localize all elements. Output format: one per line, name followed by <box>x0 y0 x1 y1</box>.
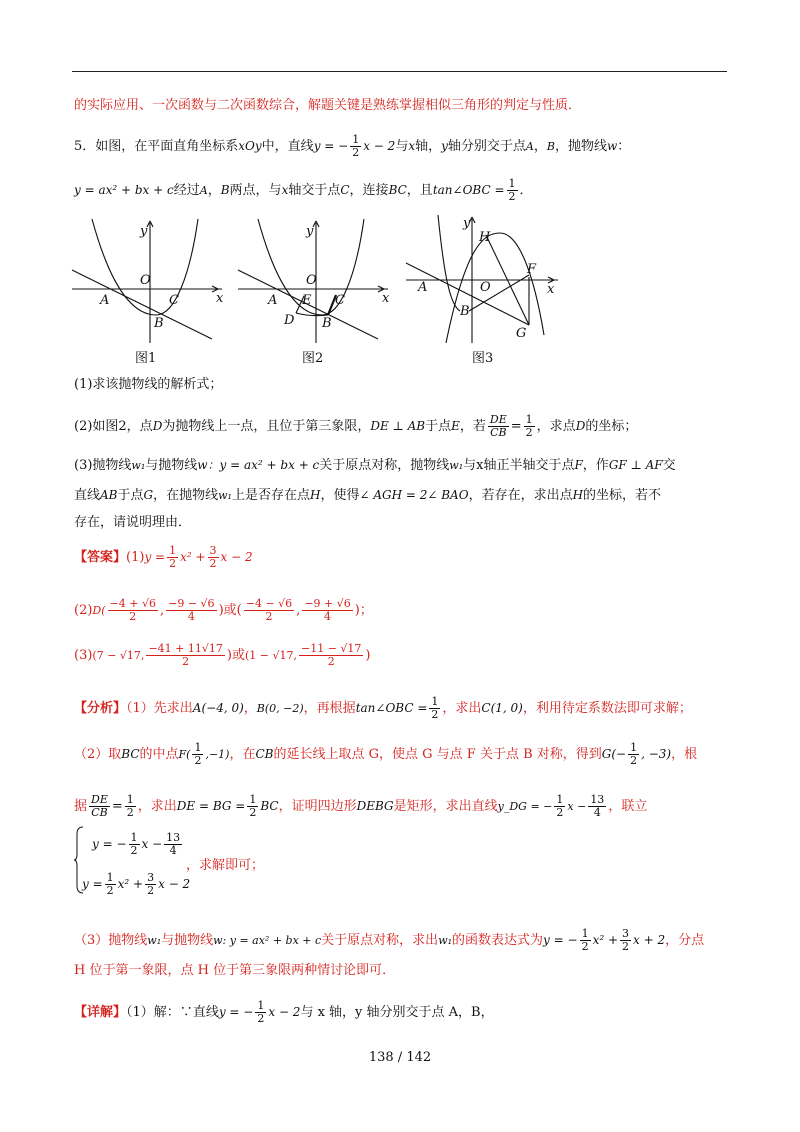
label-y: y <box>463 216 471 231</box>
equation: F( <box>178 748 191 761</box>
denominator: 4 <box>169 844 177 857</box>
page-number: 138 / 142 <box>368 1050 432 1065</box>
numerator: 1 <box>249 793 257 806</box>
equation: , −3) <box>641 747 672 761</box>
equation: x − 2 <box>220 550 253 564</box>
label-b: B <box>460 304 470 319</box>
equation: B(0, −2) <box>256 702 304 715</box>
text: 的坐标； <box>585 419 638 434</box>
numerator: 3 <box>622 927 630 940</box>
text: 关于原点对称，求出 <box>321 933 439 948</box>
denominator: 2 <box>209 557 217 570</box>
equation: x − 2 <box>158 877 191 891</box>
text: 的坐标，若不 <box>583 488 662 503</box>
text: , <box>159 603 165 618</box>
system-tail: ，求解即可； <box>186 858 265 873</box>
text: ，求点 <box>536 419 576 434</box>
text: 的中点 <box>139 747 179 762</box>
numerator: 1 <box>556 793 564 806</box>
text: F <box>574 458 583 472</box>
equation: x² + <box>117 877 144 891</box>
denominator: 2 <box>431 708 439 721</box>
denominator: 2 <box>622 940 630 953</box>
text: 与抛物线 <box>161 933 214 948</box>
denominator: 2 <box>630 754 638 767</box>
denominator: 4 <box>187 610 195 623</box>
text: ， <box>533 139 547 154</box>
text: ，若存在，求出点 <box>468 488 573 503</box>
figure-3-caption: 图3 <box>472 351 494 366</box>
text: ， <box>243 701 257 716</box>
equation: x − 2 <box>268 1005 301 1019</box>
denominator: 2 <box>327 655 335 668</box>
question-3-line-1 <box>74 456 676 475</box>
text: w₁ <box>147 934 162 947</box>
label-d: D <box>284 313 295 328</box>
text: w₁ <box>218 489 232 502</box>
text: H <box>572 488 584 502</box>
denominator: 2 <box>106 884 114 897</box>
text: (1) <box>126 550 145 565</box>
text: (3)抛物线 <box>74 458 132 473</box>
text: ，抛物线 <box>554 139 607 154</box>
text: ，求出 <box>137 799 177 814</box>
figure-1-caption: 图1 <box>135 351 157 366</box>
text: 关于原点对称，抛物线 <box>319 458 450 473</box>
text: 交 <box>662 458 676 473</box>
text: ∵ <box>179 1005 193 1020</box>
answer-tag: 【答案】 <box>74 550 127 565</box>
text: ： <box>617 139 631 154</box>
label-x: x <box>382 291 390 306</box>
text: C <box>340 183 350 197</box>
text: = <box>510 419 522 434</box>
label-g: G <box>516 326 527 341</box>
numerator: DE <box>489 413 507 426</box>
text: ，在抛物线 <box>153 488 219 503</box>
equation: DE ⊥ AB <box>370 419 426 433</box>
denominator: 2 <box>126 806 134 819</box>
fraction <box>125 794 136 819</box>
text: y <box>441 139 448 153</box>
numerator: 1 <box>525 413 533 426</box>
text: (7 − √17, <box>92 649 145 662</box>
equation: ,−1) <box>205 748 230 761</box>
label-y: y <box>306 224 314 239</box>
denominator: 2 <box>147 884 155 897</box>
text: ( <box>236 603 242 618</box>
text: 的函数表达式为 <box>452 933 544 948</box>
fraction <box>208 545 219 570</box>
text: G <box>143 488 154 502</box>
denominator: 2 <box>525 426 533 439</box>
equation: x − <box>141 837 163 851</box>
text: ，根 <box>671 747 698 762</box>
text: （3）抛物线 <box>74 933 148 948</box>
equation: GF ⊥ AF <box>608 458 663 472</box>
fraction <box>108 598 158 623</box>
figure-3 <box>404 215 564 345</box>
equation: x² + <box>180 550 206 564</box>
equation: tan∠OBC = <box>355 701 428 715</box>
denominator: 4 <box>593 806 601 819</box>
fraction <box>244 598 294 623</box>
text: 于点 <box>117 488 144 503</box>
text: 经过 <box>173 183 200 198</box>
fraction <box>146 643 224 668</box>
label-h: H <box>479 230 491 245</box>
fraction <box>129 832 140 857</box>
fraction <box>588 794 606 819</box>
denominator: CB <box>490 426 507 439</box>
text: w₁ <box>131 459 146 472</box>
numerator: −11 − √17 <box>300 642 362 655</box>
numerator: 13 <box>590 793 605 806</box>
label-c: C <box>169 293 179 308</box>
label-a: A <box>268 293 278 308</box>
text: 的延长线上取点 G，使点 G 与点 F 关于点 B 对称，得到 <box>273 747 602 762</box>
text: DEBG <box>356 799 394 813</box>
label-a: A <box>418 280 428 295</box>
text: B <box>546 140 555 153</box>
header-rule <box>72 71 727 72</box>
text: (2)如图2，点 <box>74 419 153 434</box>
equation: y = − <box>543 933 578 947</box>
text: （1）先求出 <box>126 701 193 716</box>
analysis-line-5: H 位于第一象限，点 H 位于第三象限两种情讨论即可． <box>74 963 396 978</box>
numerator: 1 <box>352 133 360 146</box>
text: （2）取 <box>74 747 122 762</box>
text: ，求出 <box>442 701 482 716</box>
text: w₁ <box>438 934 453 947</box>
text: CB <box>255 747 274 761</box>
text: BC <box>121 747 140 761</box>
text: ，作 <box>582 458 609 473</box>
numerator: 1 <box>431 695 439 708</box>
numerator: −4 + √6 <box>109 597 156 610</box>
fraction <box>255 1000 266 1025</box>
label-e: E <box>302 293 312 308</box>
text: w₁ <box>449 459 464 472</box>
text: 轴交于点 <box>288 183 341 198</box>
text: BC <box>388 183 407 197</box>
numerator: 13 <box>166 831 181 844</box>
text: D <box>152 419 163 433</box>
fraction <box>164 832 182 857</box>
analysis-line-4 <box>74 928 704 953</box>
numerator: −41 + 11√17 <box>148 642 223 655</box>
label-f: F <box>527 262 537 277</box>
figure-2 <box>236 215 391 345</box>
equation: A(−4, 0) <box>192 701 244 715</box>
label-a: A <box>100 293 110 308</box>
question-1: (1)求该抛物线的解析式； <box>74 377 223 392</box>
fraction <box>429 696 440 721</box>
detail-line-1 <box>74 1000 494 1025</box>
text: 上是否存在点 <box>231 488 310 503</box>
fraction <box>145 872 156 897</box>
fraction <box>247 794 258 819</box>
denominator: 2 <box>508 190 516 203</box>
question-3-line-3: 存在，请说明理由． <box>74 515 192 530</box>
fraction <box>192 742 203 767</box>
text: D( <box>92 604 106 617</box>
equation: G(− <box>601 747 627 761</box>
label-o: O <box>306 273 317 288</box>
text: (3) <box>74 648 93 663</box>
text: ，再根据 <box>303 701 356 716</box>
text: ，使得 <box>320 488 360 503</box>
text: ，证明四边形 <box>278 799 357 814</box>
problem-line-1 <box>74 134 630 159</box>
fraction <box>350 134 361 159</box>
text: , <box>296 603 301 618</box>
equation: x − <box>567 800 587 813</box>
text: ， <box>207 183 221 198</box>
denominator: 4 <box>324 610 332 623</box>
numerator: −4 − √6 <box>245 597 293 610</box>
equation: y = <box>82 877 103 891</box>
text: x <box>281 183 289 197</box>
numerator: −9 − √6 <box>168 597 215 610</box>
text: 或 <box>223 603 237 618</box>
text: ，分点 <box>665 933 705 948</box>
denominator: 2 <box>129 610 137 623</box>
label-c: C <box>335 293 345 308</box>
system-equation-1 <box>92 832 184 857</box>
text: ，联立 <box>608 799 648 814</box>
fraction <box>488 414 509 439</box>
equation: C(1, 0) <box>481 701 523 715</box>
answer-2 <box>74 598 373 623</box>
fraction <box>166 598 216 623</box>
text: （1）解： <box>126 1005 180 1020</box>
fraction <box>89 794 110 819</box>
denominator: 2 <box>257 1012 265 1025</box>
fraction <box>554 794 565 819</box>
analysis-line-1 <box>74 696 692 721</box>
text: 是矩形，求出直线 <box>393 799 498 814</box>
numerator: 1 <box>194 741 202 754</box>
text: D <box>575 419 586 433</box>
answer-3 <box>74 643 371 668</box>
fraction <box>620 928 631 953</box>
text: B <box>220 183 230 197</box>
numerator: 1 <box>169 544 177 557</box>
text: ) <box>226 648 232 663</box>
equation: DE = BG = <box>176 799 246 813</box>
text: 直线 <box>192 1005 219 1020</box>
equation: x + 2 <box>633 933 666 947</box>
fraction <box>105 872 116 897</box>
equation: ∠ AGH = 2∠ BAO <box>359 488 469 502</box>
text: A <box>525 140 534 153</box>
denominator: 2 <box>556 806 564 819</box>
numerator: DE <box>91 793 108 806</box>
numerator: 1 <box>508 177 516 190</box>
analysis-line-3 <box>74 794 647 819</box>
figure-2-caption: 图2 <box>302 351 324 366</box>
denominator: 2 <box>194 754 202 767</box>
text: ，在 <box>229 747 256 762</box>
equation: y = <box>144 550 166 564</box>
question-3-line-2 <box>74 486 661 505</box>
analysis-line-2 <box>74 742 697 767</box>
text: w <box>607 139 618 153</box>
text: xOy <box>238 139 262 153</box>
text: ，若 <box>459 419 486 434</box>
text: ) <box>218 603 224 618</box>
text: ，且 <box>406 183 433 198</box>
text: x <box>408 139 416 153</box>
equation: ：y = ax² + bx + c <box>207 458 320 472</box>
text: (2) <box>74 603 93 618</box>
fraction <box>580 928 591 953</box>
equation: y_DG = − <box>497 800 553 813</box>
text: 与 <box>395 139 409 154</box>
text: ) <box>365 648 371 663</box>
fraction <box>167 545 178 570</box>
equation: x − 2 <box>363 139 396 153</box>
text: 中，直线 <box>261 139 314 154</box>
numerator: 1 <box>581 927 589 940</box>
denominator: CB <box>91 806 108 819</box>
detail-tag: 【详解】 <box>74 1005 127 1020</box>
denominator: 2 <box>249 806 257 819</box>
text: ，连接 <box>349 183 389 198</box>
denominator: 2 <box>169 557 177 570</box>
continuation-text: 的实际应用、一次函数与二次函数综合，解题关键是熟练掌握相似三角形的判定与性质． <box>74 98 582 113</box>
numerator: 3 <box>147 871 155 884</box>
label-x: x <box>216 291 224 306</box>
analysis-tag: 【分析】 <box>74 701 127 716</box>
text: A <box>199 184 208 197</box>
denominator: 2 <box>581 940 589 953</box>
text: ，利用待定系数法即可求解； <box>522 701 692 716</box>
text: 轴， <box>415 139 442 154</box>
problem-line-2 <box>74 178 533 203</box>
text: 于点 <box>425 419 452 434</box>
label-y: y <box>140 224 148 239</box>
text: ． <box>519 183 533 198</box>
text: )； <box>354 603 373 618</box>
fraction <box>507 178 518 203</box>
fraction <box>628 742 639 767</box>
equation: x² + <box>592 933 619 947</box>
text: w <box>197 458 208 472</box>
label-b: B <box>154 316 164 331</box>
equation: w: y = ax² + bx + c <box>213 934 322 947</box>
denominator: 2 <box>352 146 360 159</box>
text: 轴分别交于点 <box>447 139 526 154</box>
equation: y = − <box>313 139 349 153</box>
text: = <box>111 799 123 814</box>
numerator: 1 <box>126 793 134 806</box>
label-o: O <box>480 280 491 295</box>
equation: y = ax² + bx + c <box>74 183 174 197</box>
text: 与 x 轴，y 轴分别交于点 A，B， <box>300 1005 494 1020</box>
fraction <box>302 598 352 623</box>
text: 两点，与 <box>229 183 282 198</box>
text: 5．如图，在平面直角坐标系 <box>74 139 239 154</box>
denominator: 2 <box>182 655 190 668</box>
fraction <box>524 414 535 439</box>
text: 与抛物线 <box>145 458 198 473</box>
text: E <box>451 419 460 433</box>
text: AB <box>100 488 118 502</box>
numerator: −9 + √6 <box>304 597 351 610</box>
equation: y = − <box>92 837 127 851</box>
text: 直线 <box>74 488 101 503</box>
equation: y = − <box>218 1005 254 1019</box>
numerator: 1 <box>130 831 138 844</box>
numerator: 1 <box>630 741 638 754</box>
label-o: O <box>140 273 151 288</box>
system-equation-2 <box>82 872 190 897</box>
text: H <box>309 488 321 502</box>
figure-1 <box>70 215 225 345</box>
fraction <box>299 643 363 668</box>
question-2 <box>74 414 637 439</box>
text: 为抛物线上一点，且位于第三象限， <box>162 419 371 434</box>
numerator: 1 <box>106 871 114 884</box>
answer-1 <box>74 545 253 570</box>
label-b: B <box>322 316 332 331</box>
label-x: x <box>547 282 555 297</box>
denominator: 2 <box>265 610 273 623</box>
equation: tan∠OBC = <box>432 183 505 197</box>
denominator: 2 <box>130 844 138 857</box>
text: BC <box>260 799 279 813</box>
numerator: 3 <box>209 544 217 557</box>
text: 与x轴正半轴交于点 <box>463 458 575 473</box>
numerator: 1 <box>257 999 265 1012</box>
text: 据 <box>74 799 88 814</box>
text: 或 <box>231 648 245 663</box>
text: (1 − √17, <box>244 649 297 662</box>
